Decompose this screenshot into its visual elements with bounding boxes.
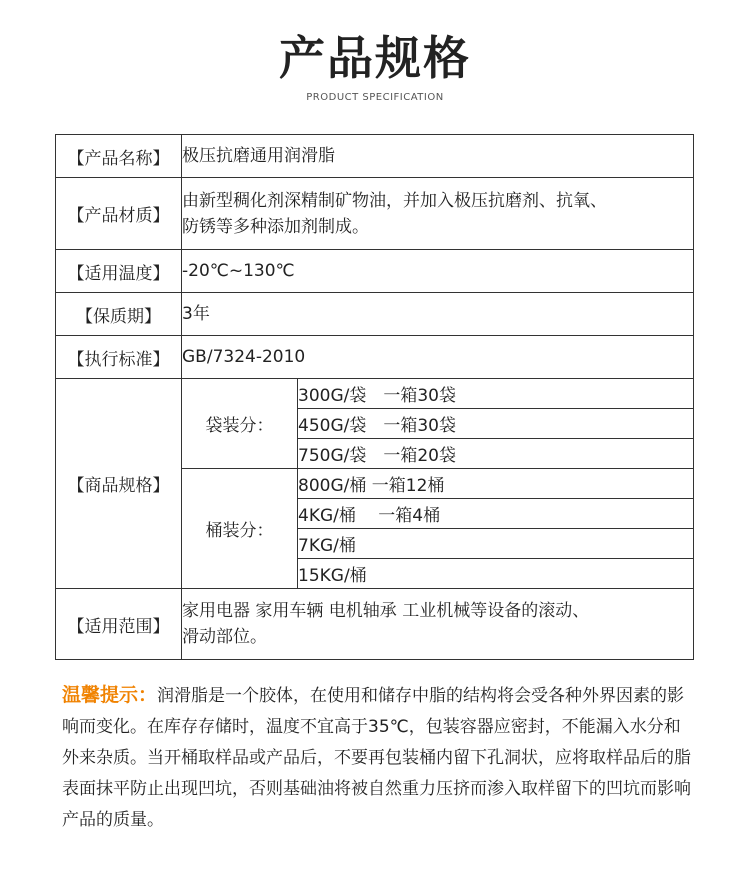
spec-value-scope [182,589,694,660]
spec-value-standard: GB/7324-2010 [182,336,694,379]
spec-row-standard [56,336,694,379]
spec-row-shelf-life [56,293,694,336]
bucket-item: 800G/桶 一箱12桶 [298,469,694,499]
page-subtitle: PRODUCT SPECIFICATION [306,92,444,103]
spec-value-scope-line1: 家用电器 家用车辆 电机轴承 工业机械等设备的滚动、 [182,601,590,621]
spec-row-material [56,178,694,250]
spec-value-scope-line2: 滑动部位。 [182,627,267,647]
bucket-label: 桶装分： [182,469,298,589]
tip-label: 温馨提示： [62,684,158,706]
spec-row-temperature [56,250,694,293]
spec-value-temperature: -20℃~130℃ [182,250,694,293]
spec-label-packaging: 【商品规格】 [56,379,182,589]
spec-label-name: 【产品名称】 [56,135,182,178]
spec-value-material-line2: 防锈等多种添加剂制成。 [182,216,369,237]
spec-value-name: 极压抗磨通用润滑脂 [182,135,694,178]
spec-table [55,134,694,660]
tip-paragraph [62,680,692,836]
spec-row-scope [56,589,694,660]
spec-value-material-line1: 由新型稠化剂深精制矿物油，并加入极压抗磨剂、抗氧、 [182,190,607,211]
spec-value-material [182,178,694,250]
bag-item: 450G/袋 一箱30袋 [298,409,694,439]
spec-label-scope: 【适用范围】 [56,589,182,660]
spec-label-standard: 【执行标准】 [56,336,182,379]
page-title: 产品规格 [279,31,471,85]
spec-row-name [56,135,694,178]
spec-label-shelf-life: 【保质期】 [56,293,182,336]
bag-item: 300G/袋 一箱30袋 [298,379,694,409]
pack-row [56,379,694,409]
spec-label-temperature: 【适用温度】 [56,250,182,293]
bucket-item: 15KG/桶 [298,559,694,589]
bucket-item: 4KG/桶 一箱4桶 [298,499,694,529]
spec-label-material: 【产品材质】 [56,178,182,250]
bag-item: 750G/袋 一箱20袋 [298,439,694,469]
tip-text: 润滑脂是一个胶体，在使用和储存中脂的结构将会受各种外界因素的影响而变化。在库存存储时，温度不宜高于35℃，包装容器应密封，不能漏入水分和外来杂质。当开桶取样品或产品后，不要再包装桶内留下孔洞状，应将取样品后的脂表面抹平防止出现凹坑，否则基础油将被自然重力压挤而渗入取样留下的凹坑而影响产品的质量。 [62,686,691,830]
bucket-item: 7KG/桶 [298,529,694,559]
bag-label: 袋装分： [182,379,298,469]
spec-value-shelf-life: 3年 [182,293,694,336]
